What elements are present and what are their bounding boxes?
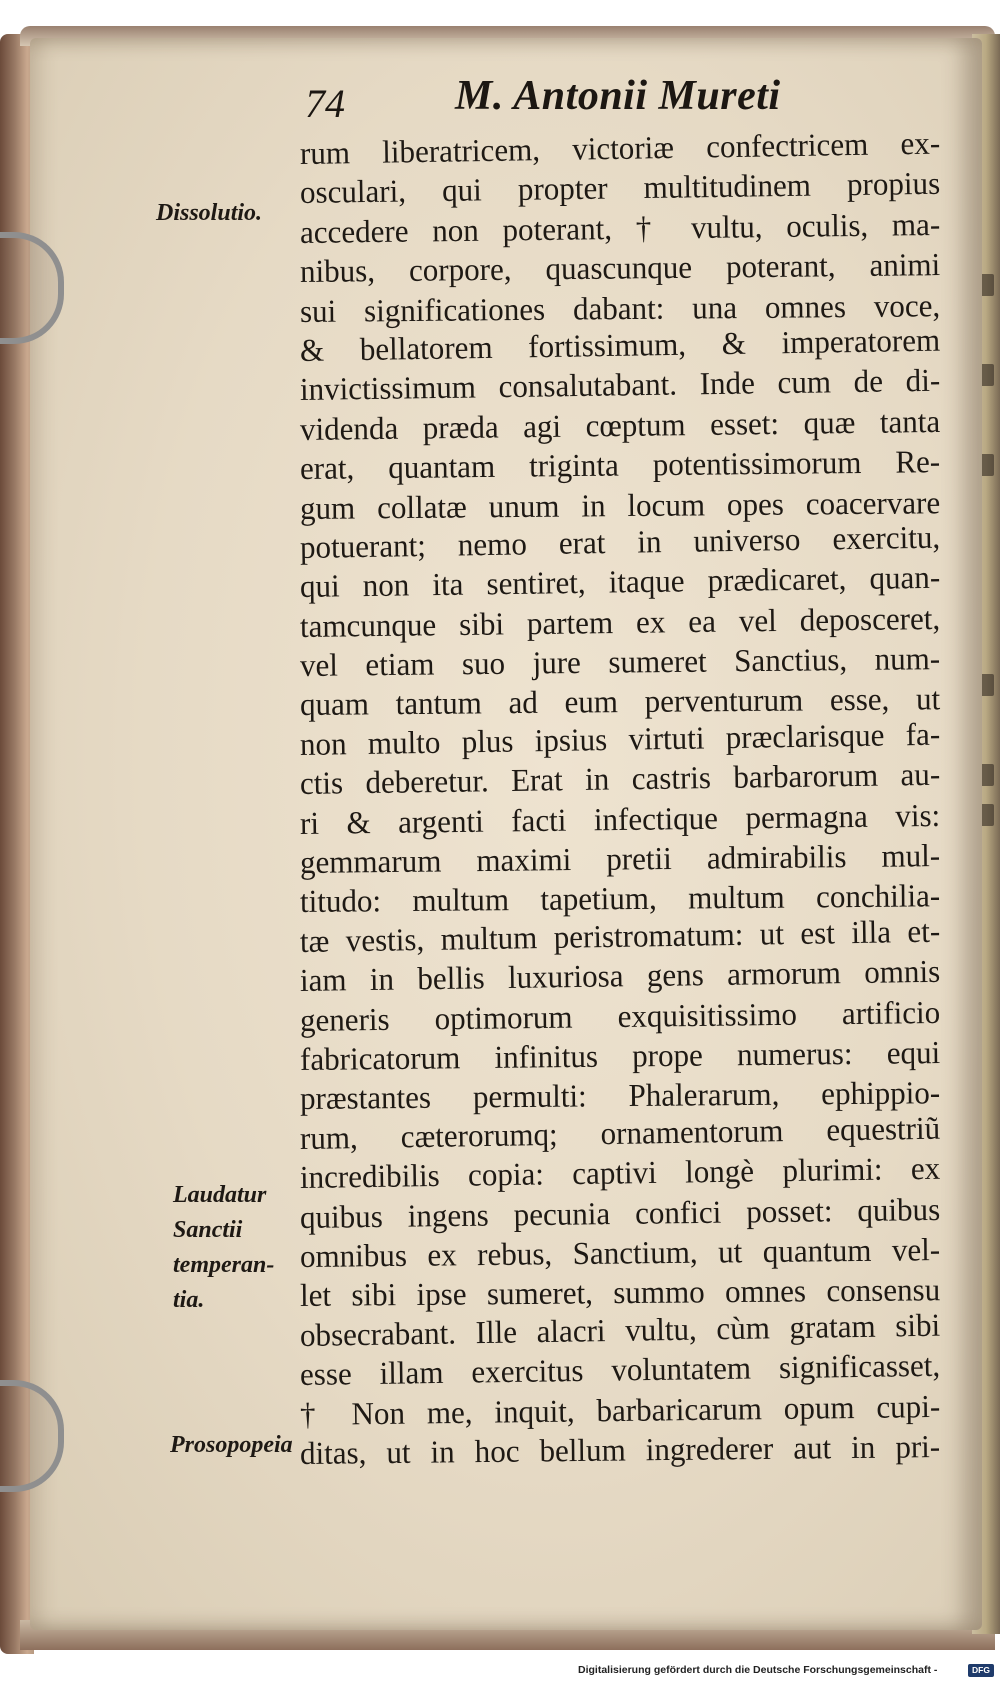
marginal-note-line: temperan-	[173, 1252, 275, 1278]
text-line: generis optimorum exquisitissimo artificio	[299, 993, 941, 1038]
text-line: tamcunque sibi partem ex ea vel deposceret,	[299, 599, 941, 644]
text-line: quibus ingens pecunia confici posset: quibus	[299, 1190, 941, 1235]
text-line: invictissimum consalutabant. Inde cum de di-	[299, 362, 941, 408]
text-line: accedere non poterant, † vultu, oculis, ma-	[299, 205, 941, 250]
text-line: † Non me, inquit, barbaricarum opum cupi-	[299, 1387, 941, 1432]
text-line: ctis deberetur. Erat in castris barbarorum au-	[299, 756, 941, 802]
text-line: let sibi ipse sumeret, summo omnes consensu	[299, 1271, 941, 1314]
marginal-note-laudatur	[173, 1178, 274, 1318]
body-text	[299, 124, 960, 1473]
text-line: non multo plus ipsius virtuti præclarisque fa-	[299, 715, 941, 762]
marginal-note-prosopopeia: Prosopopeia	[170, 1432, 293, 1458]
marginal-note-line: tia.	[173, 1287, 205, 1313]
text-line: potuerant; nemo erat in universo exercitu,	[299, 518, 941, 565]
text-line: ri & argenti facti infectique permagna vis:	[299, 796, 941, 841]
marginal-note-line: Sanctii	[173, 1217, 243, 1243]
text-line: incredibilis copia: captivi longè plurimi: ex	[299, 1149, 941, 1196]
text-line: osculari, qui propter multitudinem propius	[299, 165, 941, 211]
text-line: vel etiam suo jure sumeret Sanctius, num-	[299, 640, 941, 684]
text-line: fabricatorum infinitus prope numerus: equi	[299, 1034, 941, 1077]
page-number: 74	[305, 81, 345, 126]
running-head: M. Antonii Mureti	[455, 73, 781, 119]
text-line: gemmarum maximi pretii admirabilis mul-	[299, 837, 941, 881]
text-line: gum collatæ unum in locum opes coacervare	[299, 483, 941, 526]
text-line: titudo: multum tapetium, multum conchilia-	[299, 877, 941, 920]
text-line: ditas, ut in hoc bellum ingrederer aut in pri-	[299, 1427, 941, 1471]
text-line: omnibus ex rebus, Sanctium, ut quantum vel-	[299, 1231, 941, 1274]
text-line: iam in bellis luxuriosa gens armorum omnis	[299, 952, 941, 999]
text-line: qui non ita sentiret, itaque prædicaret, quan-	[299, 559, 941, 605]
text-line: & bellatorem fortissimum, & imperatorem	[299, 321, 941, 368]
text-line: obsecrabant. Ille alacri vultu, cùm gratam sibi	[299, 1306, 941, 1353]
text-line: præstantes permulti: Phalerarum, ephippio-	[299, 1074, 941, 1117]
digitization-credit: Digitalisierung gefördert durch die Deutsche Forschungsgemeinschaft -	[578, 1664, 938, 1676]
text-line: esse illam exercitus voluntatem significasset,	[299, 1346, 941, 1393]
text-line: erat, quantam triginta potentissimorum Re-	[299, 443, 941, 487]
text-line: nibus, corpore, quascunque poterant, animi	[299, 246, 941, 290]
dfg-logo: DFG	[968, 1664, 994, 1677]
text-line: rum liberatricem, victoriæ confectricem ex-	[299, 124, 941, 171]
marginal-note-dissolutio: Dissolutio.	[156, 200, 263, 226]
text-line: videnda præda agi cœptum esset: quæ tanta	[299, 402, 941, 447]
text-line: tæ vestis, multum peristromatum: ut est illa et-	[299, 912, 941, 959]
marginal-note-line: Laudatur	[173, 1182, 267, 1208]
text-line: quam tantum ad eum perventurum esse, ut	[299, 680, 941, 723]
text-line: rum, cæterorumq; ornamentorum equestriũ	[299, 1109, 941, 1156]
text-line: sui significationes dabant: una omnes voce,	[299, 286, 941, 329]
